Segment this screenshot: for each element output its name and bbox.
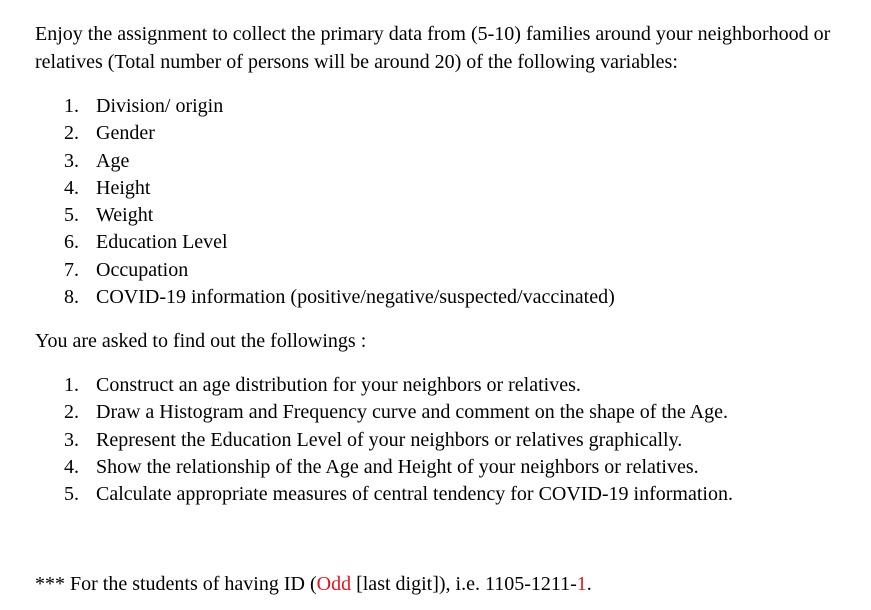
list-text: Height bbox=[96, 176, 151, 199]
list-number: 2. bbox=[64, 122, 79, 145]
list-text: Calculate appropriate measures of central tendency for COVID-19 information. bbox=[96, 483, 733, 506]
list-number: 7. bbox=[64, 258, 79, 281]
note-digit-highlight: 1 bbox=[576, 573, 587, 595]
list-number: 6. bbox=[64, 231, 79, 254]
note-middle: [last digit]), i.e. 1105-1211- bbox=[351, 573, 577, 595]
list-number: 3. bbox=[64, 428, 79, 451]
list-number: 1. bbox=[64, 374, 79, 396]
list-text: COVID-19 information (positive/negative/suspected/vaccinated) bbox=[96, 286, 615, 309]
note-suffix: . bbox=[586, 573, 592, 595]
list-text: Draw a Histogram and Frequency curve and comment on the shape of the Age. bbox=[96, 401, 729, 424]
list-text: Education Level bbox=[96, 231, 228, 254]
list-number: 5. bbox=[64, 204, 79, 227]
list-text: Weight bbox=[96, 204, 154, 227]
list-text: Gender bbox=[96, 122, 155, 145]
list-text: Represent the Education Level of your neighbors or relatives graphically. bbox=[96, 428, 683, 451]
note-prefix: *** For the students of having ID ( bbox=[35, 573, 317, 595]
list-text: Construct an age distribution for your neighbors or relatives. bbox=[96, 374, 581, 396]
intro-paragraph: Enjoy the assignment to collect the primary data from (5-10) families around your neighborhood or relatives (Total number of persons will be around 20) of the following variables: bbox=[35, 23, 831, 73]
student-id-note bbox=[35, 570, 855, 598]
list-number: 2. bbox=[64, 401, 79, 424]
list-number: 1. bbox=[64, 95, 79, 117]
list-text: Occupation bbox=[96, 258, 189, 281]
list-text: Show the relationship of the Age and Height of your neighbors or relatives. bbox=[96, 455, 699, 478]
note-odd-highlight: Odd bbox=[316, 573, 352, 595]
list-number: 3. bbox=[64, 149, 79, 172]
list-number: 8. bbox=[64, 286, 79, 309]
list-number: 4. bbox=[64, 176, 79, 199]
list-text: Division/ origin bbox=[96, 95, 224, 117]
list-number: 4. bbox=[64, 455, 79, 478]
list-text: Age bbox=[96, 149, 130, 172]
tasks-heading: You are asked to find out the followings : bbox=[35, 330, 367, 352]
list-number: 5. bbox=[64, 483, 79, 506]
